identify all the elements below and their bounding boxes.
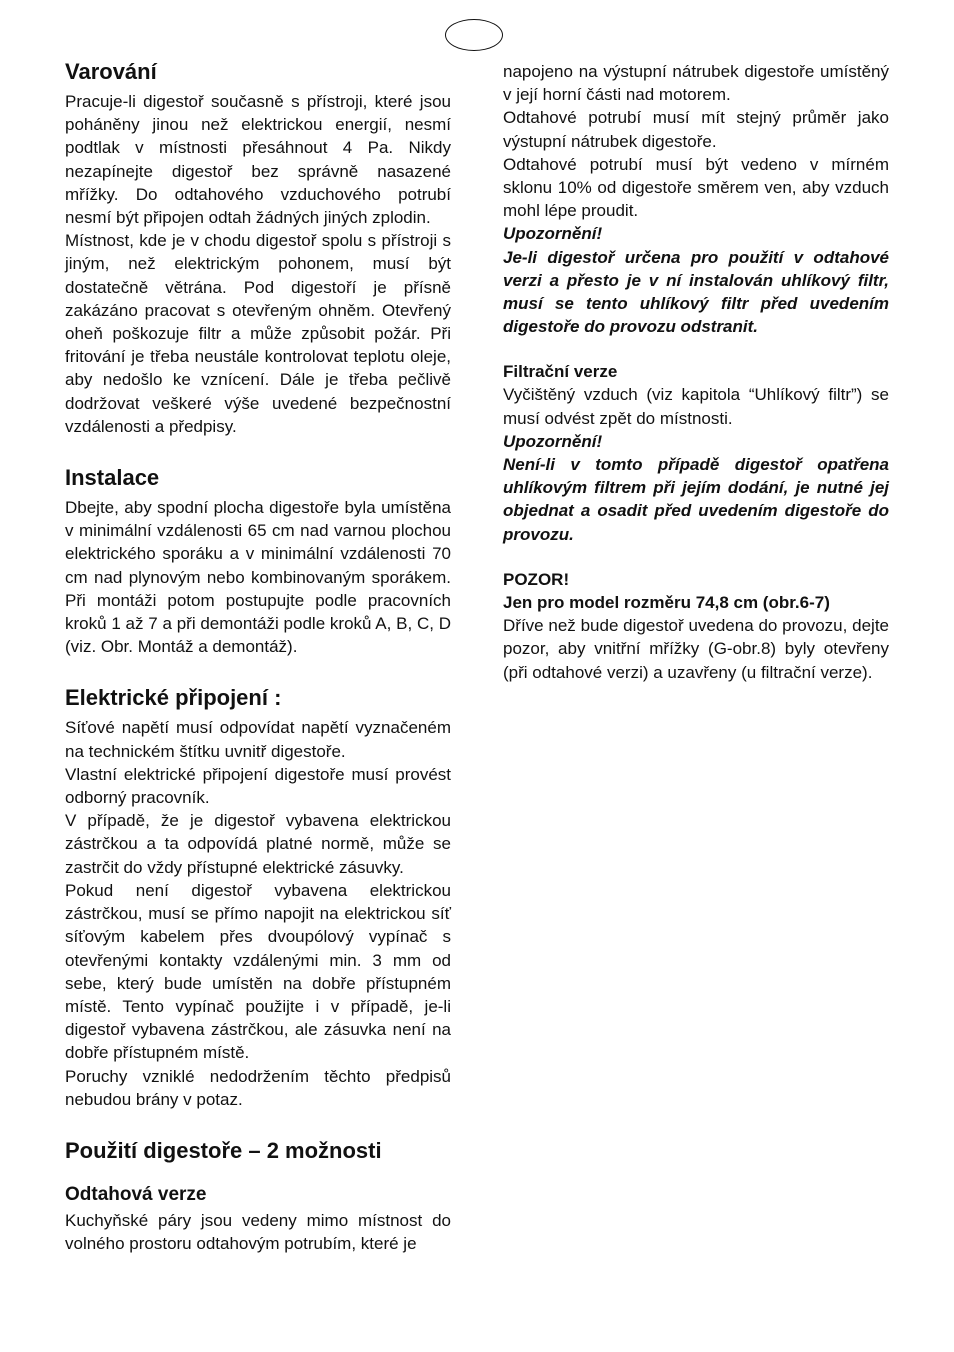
exhaust-warning-label: Upozornění! [503, 224, 603, 244]
exhaust-paragraph-1: Kuchyňské páry jsou vedeny mimo místnost do volného prostoru odtahovým potrubím, které je [65, 1210, 451, 1254]
installation-paragraph: Dbejte, aby spodní plocha digestoře byla umístěna v minimální vzdálenosti 65 cm nad varnou plochou elektrického sporáku a v minimální vzdálenosti 70 cm nad plynovým nebo kombinovaným sporákem. Při montáži potom postupujte podle pracovních kroků 1 až 7 a při demontáži podle kroků A, B, C, D (viz. Obr. Montáž a demontáž). [65, 498, 451, 657]
installation-heading: Instalace [65, 465, 160, 491]
filter-heading: Filtrační verze [503, 362, 618, 382]
filter-paragraph: Vyčištěný vzduch (viz kapitola “Uhlíkový filtr”) se musí odvést zpět do místnosti. [503, 385, 889, 428]
attention-label: POZOR! [503, 569, 570, 589]
electrical-paragraph-5: Poruchy vzniklé nedodržením těchto předpisů nebudou brány v potaz. [65, 1066, 451, 1109]
exhaust-paragraph-2: Odtahové potrubí musí mít stejný průměr jako výstupní nátrubek digestoře. [503, 108, 889, 151]
warning-heading: Varování [65, 59, 157, 84]
electrical-paragraph-2: Vlastní elektrické připojení digestoře musí provést odborný pracovník. [65, 764, 451, 808]
attention-model-note: Jen pro model rozměru 74,8 cm (obr.6-7) [503, 593, 830, 613]
exhaust-paragraph-1-continued: napojeno na výstupní nátrubek digestoře umístěný v její horní části nad motorem. [503, 62, 889, 105]
left-column [65, 58, 451, 1255]
exhaust-heading: Odtahová verze [65, 1183, 207, 1205]
exhaust-paragraph-3: Odtahové potrubí musí být vedeno v mírném sklonu 10% od digestoře směrem ven, aby vzduch mohl lépe proudit. [503, 154, 889, 221]
warning-paragraph-1: Pracuje-li digestoř současně s přístroji, které jsou poháněny jinou než elektrickou energií, nesmí podtlak v místnosti přesáhnout 4 Pa. Nikdy nezapínejte digestoř bez správně nasazené mřížky. Do odtahového vzduchového potrubí nesmí být připojen odtah žádných jiných zplodin. [65, 92, 451, 228]
filter-warning-label: Upozornění! [503, 431, 603, 451]
filter-warning-text: Není-li v tomto případě digestoř opatřena uhlíkovým filtrem při jejím dodání, je nutné jej objednat a osadit před uvedením digestoře do provozu. [503, 455, 889, 544]
electrical-heading: Elektrické připojení : [65, 685, 282, 711]
attention-text: Dříve než bude digestoř uvedena do provozu, dejte pozor, aby vnitřní mřížky (G-obr.8) byly otevřeny (při odtahové verzi) a uzavřeny (u filtrační verze). [503, 616, 889, 682]
right-column [503, 60, 889, 684]
exhaust-warning-text: Je-li digestoř určena pro použití v odtahové verzi a přesto je v ní instalován uhlíkový filtr, musí se tento uhlíkový filtr před uvedením digestoře do provozu odstranit. [503, 247, 889, 337]
electrical-paragraph-4: Pokud není digestoř vybavena elektrickou zástrčkou, musí se přímo napojit na elektrickou síť síťovým kabelem přes dvoupólový vypínač s otevřenými kontakty vzdálenými min. 3 mm od sebe, který bude umístěn na dobře přístupném místě. Tento vypínač použijte i v případě, je-li digestoř vybavena zástrčkou, ale zásuvka není na dobře přístupném místě. [65, 880, 451, 1063]
electrical-paragraph-3: V případě, že je digestoř vybavena elektrickou zástrčkou a ta odpovídá platné normě, může se zastrčit do vždy přístupné elektrické zásuvky. [65, 811, 451, 877]
warning-paragraph-2: Místnost, kde je v chodu digestoř spolu s přístroji s jiným, než elektrickým pohonem, musí být dostatečně větrána. Pod digestoří je přísně zakázáno pracovat s otevřeným ohněm. Otevřený oheň poškozuje filtr a může způsobit požár. Při fritování je třeba neustále kontrolovat teplotu oleje, aby nedošlo ke vznícení. Dále je třeba pečlivě dodržovat veškeré výše uvedené bezpečnostní vzdálenosti a předpisy. [65, 231, 451, 436]
usage-heading: Použití digestoře – 2 možnosti [65, 1137, 382, 1163]
electrical-paragraph-1: Síťové napětí musí odpovídat napětí vyznačeném na technickém štítku uvnitř digestoře. [65, 718, 451, 761]
page-marker-oval [445, 19, 503, 51]
